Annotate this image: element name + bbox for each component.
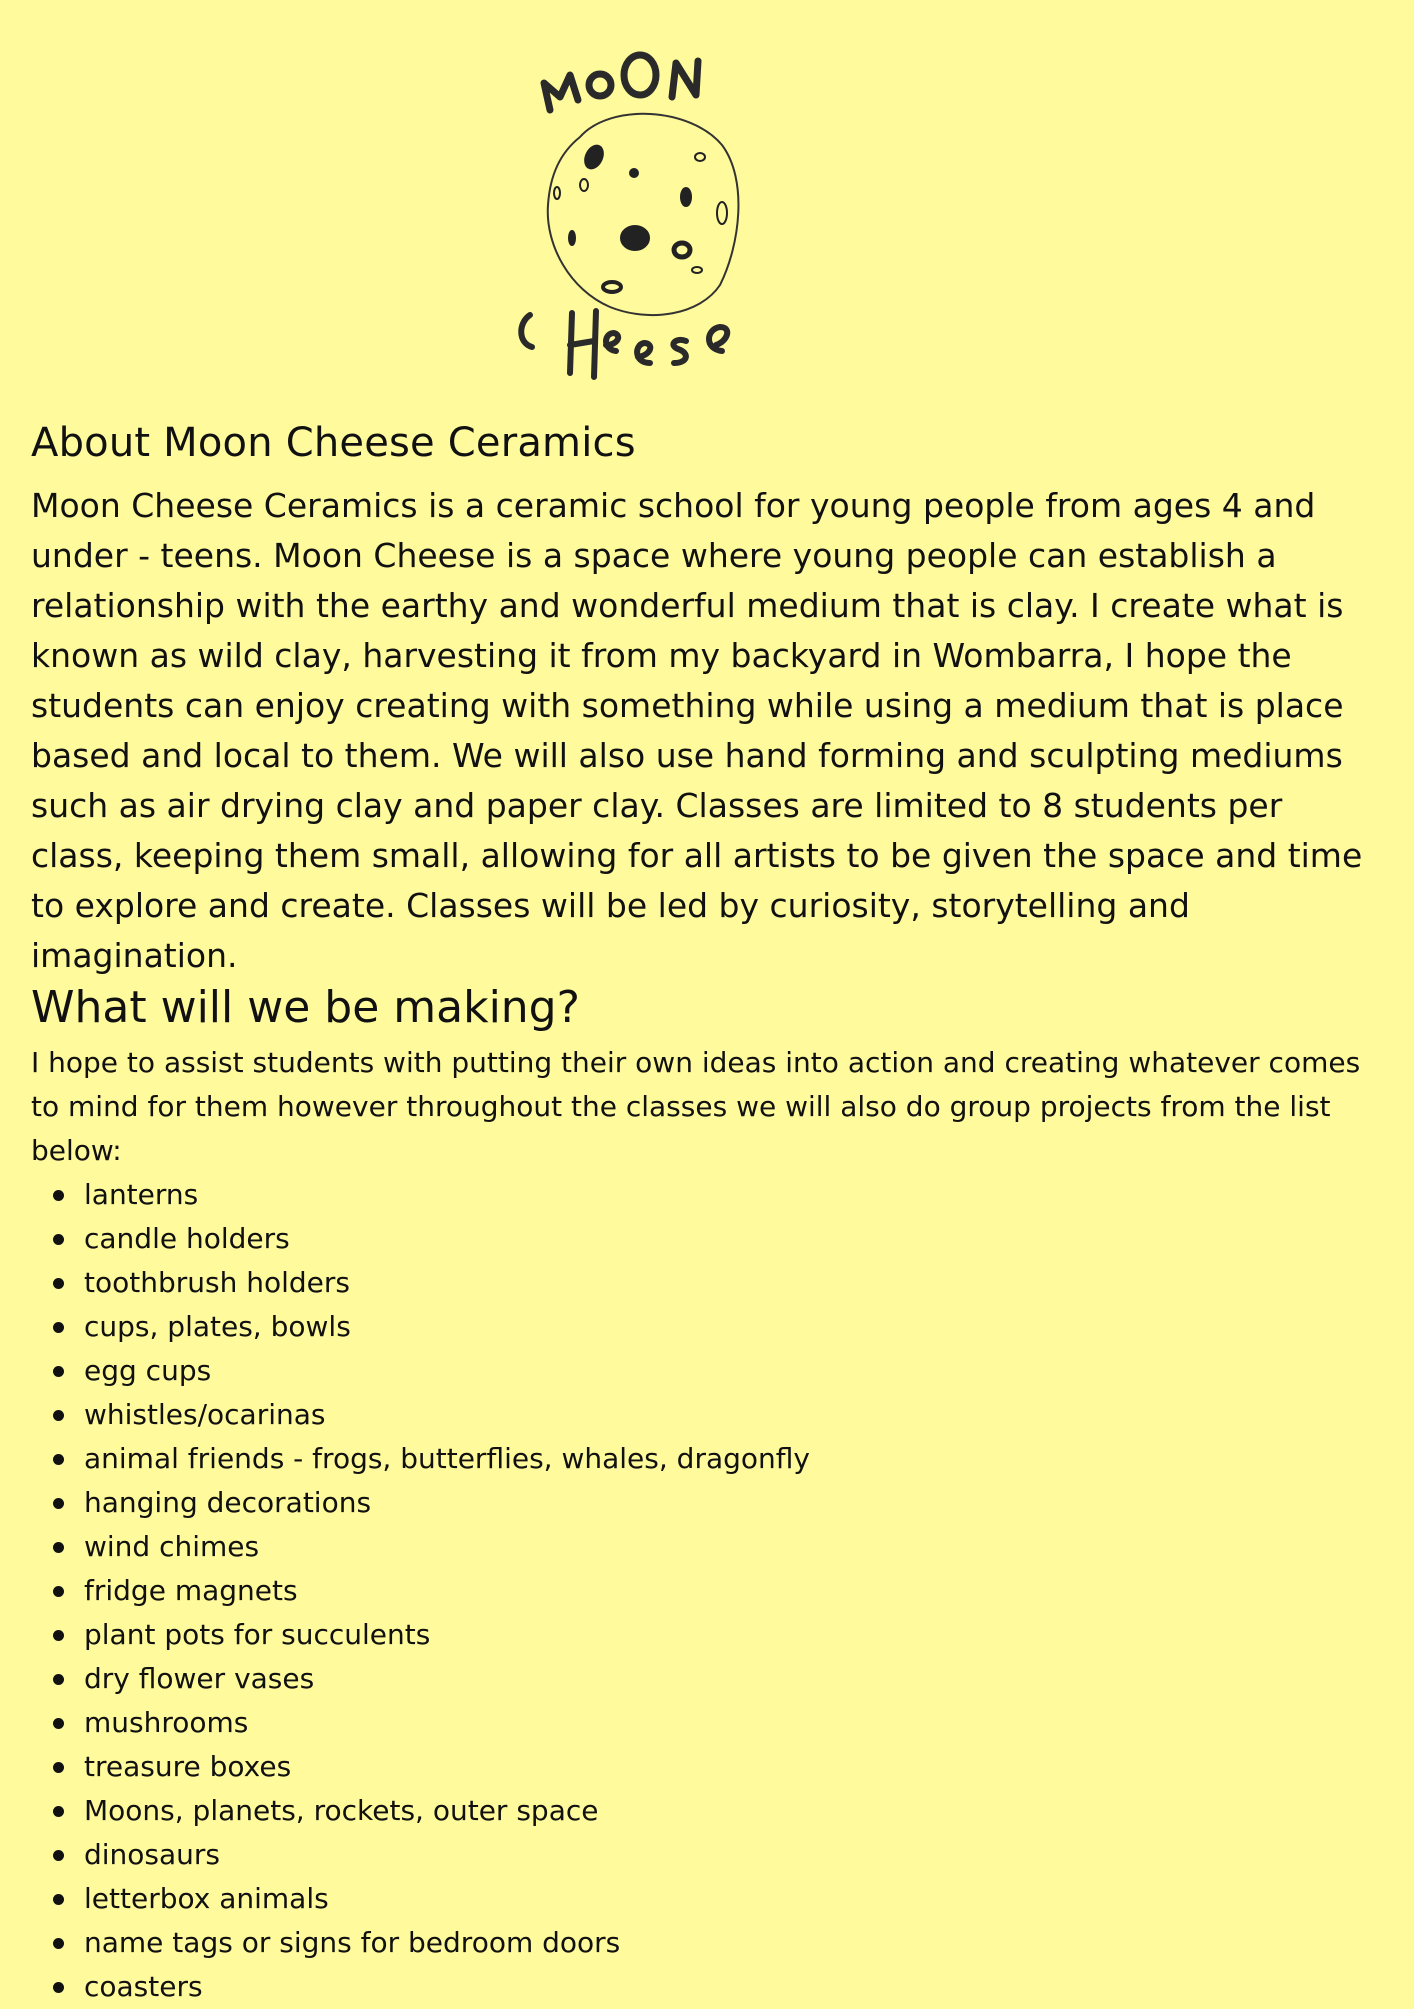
list-item-text: treasure boxes [84, 1750, 292, 1783]
list-item [31, 1349, 1391, 1393]
list-item [31, 1393, 1391, 1437]
bullet-icon [53, 1278, 64, 1289]
list-item-text: letterbox animals [84, 1882, 329, 1915]
bullet-icon [53, 1322, 64, 1333]
list-item-text: Moons, planets, rockets, outer space [84, 1794, 599, 1827]
list-item [31, 1217, 1391, 1261]
bullet-icon [53, 1234, 64, 1245]
bullet-icon [53, 1410, 64, 1421]
list-item [31, 1921, 1391, 1965]
list-item-text: fridge magnets [84, 1574, 298, 1607]
bullet-icon [53, 1366, 64, 1377]
making-heading [31, 981, 1391, 1035]
list-item-text: candle holders [84, 1222, 290, 1255]
bullet-icon [53, 1630, 64, 1641]
list-item-text: mushrooms [84, 1706, 249, 1739]
moon-cheese-logo [500, 45, 780, 385]
main-content [31, 415, 1391, 2009]
bullet-icon [53, 1894, 64, 1905]
making-heading-text: What will we be making? [31, 982, 580, 1033]
list-item [31, 1877, 1391, 1921]
list-item-text: animal friends - frogs, butterflies, whales, dragonfly [84, 1442, 810, 1475]
list-item [31, 1657, 1391, 1701]
list-item-text: toothbrush holders [84, 1266, 350, 1299]
about-paragraph: Moon Cheese Ceramics is a ceramic school for young people from ages 4 and under - teens. Moon Cheese is a space where young people can establish a relationship with the earthy and wonderful medium that is clay. I create what is known as wild clay, harvesting it from my backyard in Wombarra, I hope the students can enjoy creating with something while using a medium that is place based and local to them. We will also use hand forming and sculpting mediums such as air drying clay and paper clay. Classes are limited to 8 students per class, keeping them small, allowing for all artists to be given the space and time to explore and create. Classes will be led by curiosity, storytelling and imagination. [31, 486, 1363, 975]
about-heading-text: About Moon Cheese Ceramics [31, 420, 636, 466]
list-item-text: egg cups [84, 1354, 212, 1387]
list-item-text: hanging decorations [84, 1486, 372, 1519]
bullet-icon [53, 1674, 64, 1685]
list-item [31, 1701, 1391, 1745]
bullet-icon [53, 1938, 64, 1949]
list-item [31, 1745, 1391, 1789]
list-item-text: lanterns [84, 1178, 199, 1211]
list-item [31, 1437, 1391, 1481]
project-list [31, 1173, 1391, 2009]
bullet-icon [53, 1982, 64, 1993]
list-item [31, 1569, 1391, 1613]
bullet-icon [53, 1718, 64, 1729]
bullet-icon [53, 1586, 64, 1597]
list-item [31, 1173, 1391, 1217]
list-item [31, 1261, 1391, 1305]
list-item [31, 1789, 1391, 1833]
bullet-icon [53, 1850, 64, 1861]
bullet-icon [53, 1542, 64, 1553]
bullet-icon [53, 1190, 64, 1201]
list-item [31, 1525, 1391, 1569]
list-item-text: coasters [84, 1970, 203, 2003]
list-item [31, 1613, 1391, 1657]
making-intro: I hope to assist students with putting their own ideas into action and creating whatever comes to mind for them however throughout the classes we will also do group projects from the list below: [31, 1046, 1361, 1167]
list-item-text: wind chimes [84, 1530, 260, 1563]
list-item-text: name tags or signs for bedroom doors [84, 1926, 621, 1959]
about-heading [31, 415, 1391, 471]
list-item-text: cups, plates, bowls [84, 1310, 351, 1343]
list-item [31, 1965, 1391, 2009]
bullet-icon [53, 1806, 64, 1817]
list-item [31, 1481, 1391, 1525]
list-item-text: plant pots for succulents [84, 1618, 431, 1651]
bullet-icon [53, 1762, 64, 1773]
bullet-icon [53, 1498, 64, 1509]
list-item-text: dry flower vases [84, 1662, 315, 1695]
bullet-icon [53, 1454, 64, 1465]
list-item [31, 1305, 1391, 1349]
list-item [31, 1833, 1391, 1877]
list-item-text: dinosaurs [84, 1838, 221, 1871]
list-item-text: whistles/ocarinas [84, 1398, 326, 1431]
